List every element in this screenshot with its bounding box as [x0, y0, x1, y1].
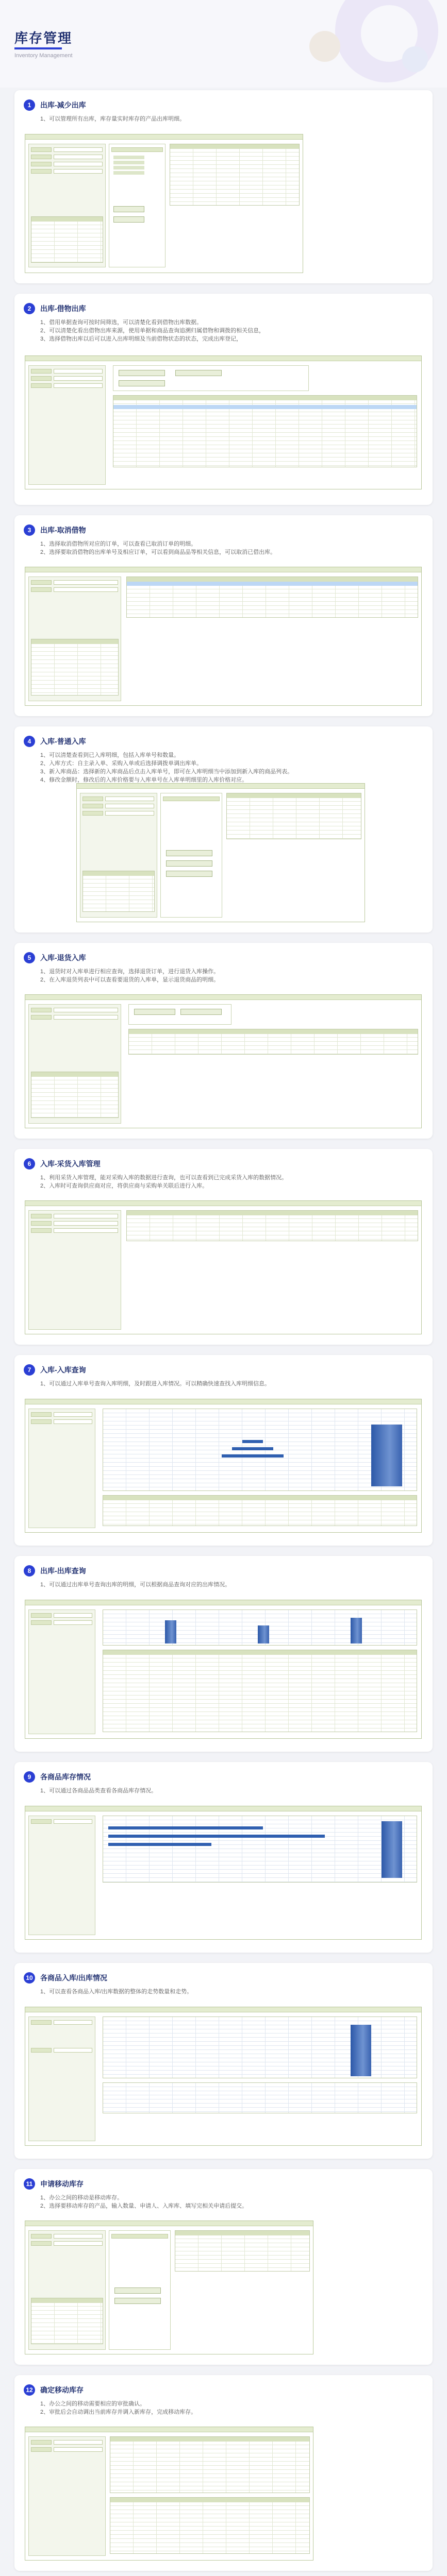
mockup-button	[113, 206, 144, 212]
section-description	[40, 968, 417, 984]
mockup-titlebar	[25, 134, 303, 140]
chart-bar	[351, 2025, 371, 2076]
chart-bar	[371, 1425, 402, 1486]
section-header	[24, 1158, 101, 1170]
screenshot-mockup	[25, 1399, 422, 1533]
mockup-form-panel	[28, 577, 121, 701]
section-card-1	[14, 90, 433, 283]
section-header	[24, 303, 86, 314]
section-number-badge: 6	[24, 1158, 35, 1170]
section-header	[24, 99, 86, 111]
section-card-5	[14, 943, 433, 1139]
section-title: 入库-普通入库	[40, 737, 86, 745]
section-description	[40, 1787, 417, 1795]
section-description	[40, 115, 417, 123]
section-title: 出库-借物出库	[40, 304, 86, 313]
screenshot-mockup	[25, 2221, 313, 2354]
mockup-chart-area	[103, 2082, 417, 2113]
section-card-3	[14, 515, 433, 716]
mockup-chart-area	[103, 1609, 417, 1646]
section-number-badge: 4	[24, 736, 35, 747]
section-number-badge: 5	[24, 952, 35, 963]
mockup-form-panel	[109, 2230, 171, 2350]
section-description	[40, 751, 417, 784]
section-header	[24, 524, 86, 536]
section-title: 出库-减少出库	[40, 101, 86, 109]
screenshot-mockup	[25, 1600, 422, 1739]
section-header	[24, 1972, 107, 1984]
description-line: 3、新入库商品：选择新的入库商品后点击入库单号，即可在入库明细当中添加到新入库的商品列表。	[40, 769, 293, 775]
section-card-4	[14, 726, 433, 933]
mockup-form-panel	[28, 1004, 121, 1124]
mockup-table	[175, 2230, 310, 2272]
mockup-form-panel	[28, 2230, 106, 2350]
mockup-titlebar	[25, 2007, 421, 2012]
mockup-button	[113, 216, 144, 223]
mockup-form-panel	[80, 793, 157, 918]
mockup-form-panel	[28, 144, 106, 267]
mockup-table	[31, 2298, 103, 2344]
decorative-circle	[402, 46, 428, 72]
mockup-titlebar	[25, 995, 421, 1000]
section-number-badge: 1	[24, 99, 35, 111]
description-line: 2、在入库退货列表中可以查看要退货的入库单，显示退货商品的明细。	[40, 977, 220, 983]
mockup-chart-area	[103, 2016, 417, 2078]
mockup-table	[31, 1072, 119, 1118]
mockup-table	[126, 1210, 418, 1241]
mockup-form-panel	[28, 2436, 106, 2556]
mockup-form-panel	[28, 2016, 95, 2141]
chart-bar	[232, 1447, 273, 1450]
description-line: 2、入库时可查询供应商对应，将供应商与采购单关联后进行入库。	[40, 1183, 208, 1189]
description-line: 3、选择借物出库以后可以进入出库明细及当前借物状态的状态，完成出库登记，	[40, 336, 242, 342]
chart-bar	[108, 1835, 325, 1838]
screenshot-mockup	[25, 2427, 313, 2561]
section-title: 出库-取消借物	[40, 526, 86, 534]
section-title: 入库-入库查询	[40, 1366, 86, 1374]
description-line: 1、可以通过各商品品类查看各商品库存情况。	[40, 1788, 157, 1794]
mockup-table	[226, 793, 361, 839]
section-title: 入库-采货入库管理	[40, 1160, 101, 1168]
section-card-12	[14, 2375, 433, 2571]
chart-bar	[108, 1826, 263, 1829]
mockup-form-panel	[28, 1409, 95, 1528]
description-line: 1、利用采货入库管理，能对采购入库的数据进行查询，也可以查看到已完成采货入库的数据情况。	[40, 1175, 288, 1181]
mockup-button	[114, 2298, 161, 2304]
mockup-table	[170, 144, 300, 206]
screenshot-mockup	[25, 1806, 422, 1940]
description-line: 1、可以查看各商品入库/出库数据的整体的走势数量和走势。	[40, 1989, 193, 1995]
section-card-6	[14, 1149, 433, 1345]
chart-bar	[222, 1454, 284, 1458]
mockup-form-panel	[28, 1816, 95, 1935]
mockup-table	[31, 639, 119, 696]
section-card-11	[14, 2169, 433, 2365]
mockup-form-panel	[28, 1210, 121, 1330]
mockup-titlebar	[25, 356, 421, 361]
section-number-badge: 11	[24, 2178, 35, 2190]
description-line: 1、可以通过出库单号查询出库的明细，可以根据商品查询对应的出库情况。	[40, 1582, 231, 1588]
description-line: 2、选择要移动库存的产品，输入数量、申请人、入库库、填写完相关申请后提交。	[40, 2203, 248, 2209]
mockup-table	[103, 1495, 417, 1526]
page-title: 库存管理	[14, 30, 73, 46]
mockup-filter-panel	[113, 365, 309, 391]
chart-bar	[165, 1620, 176, 1643]
screenshot-mockup	[76, 783, 365, 922]
mockup-button	[166, 850, 212, 856]
section-number-badge: 3	[24, 524, 35, 536]
section-title: 确定移动库存	[40, 2386, 84, 2394]
section-card-8	[14, 1556, 433, 1752]
mockup-titlebar	[25, 1600, 421, 1605]
section-header	[24, 736, 86, 747]
section-header	[24, 1565, 86, 1577]
section-number-badge: 10	[24, 1972, 35, 1984]
mockup-table	[126, 577, 418, 618]
section-description	[40, 2194, 417, 2210]
section-header	[24, 2178, 84, 2190]
section-description	[40, 1988, 417, 1996]
mockup-form-panel	[160, 793, 222, 918]
title-underline	[14, 47, 62, 49]
screenshot-mockup	[25, 2007, 422, 2146]
mockup-titlebar	[25, 1399, 421, 1404]
description-line: 4、修改金额时，修改后的入库价格要与入库单号在入库单明细里的入库价格对应。	[40, 777, 248, 783]
mockup-form-panel	[28, 1609, 95, 1734]
mockup-titlebar	[25, 2427, 313, 2432]
section-description	[40, 2400, 417, 2416]
mockup-table	[82, 871, 155, 912]
section-card-2	[14, 294, 433, 505]
section-description	[40, 1581, 417, 1589]
chart-bar	[242, 1440, 263, 1443]
section-description	[40, 318, 417, 343]
description-line: 1、办公之间的移动需要相应的审批确认。	[40, 2401, 146, 2407]
decorative-circle	[309, 31, 340, 62]
description-line: 2、选择要取消借物的出库单号及相应订单，可以看到商品品等相关信息，可以取消已借出库。	[40, 549, 276, 555]
mockup-titlebar	[25, 1201, 421, 1206]
section-title: 各商品入库/出库情况	[40, 1974, 107, 1982]
description-line: 1、办公之间的移动是移动库存。	[40, 2195, 123, 2201]
section-title: 出库-出库查询	[40, 1567, 86, 1575]
page-header	[0, 0, 447, 88]
section-card-9	[14, 1762, 433, 1953]
description-line: 1、可以管理所有出库，库存量实时库存的产品出库明细。	[40, 116, 186, 122]
chart-bar	[351, 1618, 362, 1643]
mockup-titlebar	[25, 567, 421, 572]
chart-bar	[382, 1821, 402, 1878]
description-line: 1、可以清楚查看到已入库明细，包括入库单号和数量。	[40, 752, 180, 758]
description-line: 2、入库方式：自主录入单、采购入单或后选择调拨单调出库单。	[40, 760, 203, 767]
section-card-7	[14, 1355, 433, 1546]
screenshot-mockup	[25, 134, 303, 273]
mockup-titlebar	[25, 2221, 313, 2226]
mockup-form-panel	[28, 365, 106, 485]
section-header	[24, 1364, 86, 1376]
section-header	[24, 1771, 91, 1783]
section-header	[24, 952, 86, 963]
description-line: 2、可以清楚化看出借物出库来源，使用单据和商品查询追溯归属借物和调拨的相关信息，	[40, 328, 265, 334]
screenshot-mockup	[25, 1200, 422, 1334]
mockup-table	[103, 1650, 417, 1732]
mockup-table	[31, 216, 103, 263]
description-line: 1、借用单据查询可按时间筛选，可以清楚化看到借物出库数据。	[40, 319, 203, 326]
mockup-titlebar	[25, 1806, 421, 1811]
section-title: 入库-退货入库	[40, 954, 86, 962]
section-number-badge: 7	[24, 1364, 35, 1376]
section-card-10	[14, 1963, 433, 2159]
section-description	[40, 1380, 417, 1388]
chart-bar	[108, 1843, 211, 1846]
description-line: 2、审批后会自动调出当前库存并调入新库存，完成移动库存。	[40, 2409, 197, 2415]
mockup-form-panel	[109, 144, 165, 267]
mockup-table	[113, 395, 417, 467]
section-number-badge: 9	[24, 1771, 35, 1783]
mockup-button	[166, 871, 212, 877]
mockup-button	[114, 2287, 161, 2294]
screenshot-mockup	[25, 355, 422, 489]
section-number-badge: 8	[24, 1565, 35, 1577]
chart-bar	[258, 1625, 269, 1643]
section-description	[40, 540, 417, 556]
page-subtitle: Inventory Management	[14, 53, 73, 59]
section-title: 各商品库存情况	[40, 1773, 91, 1781]
mockup-filter-panel	[128, 1004, 231, 1025]
section-number-badge: 2	[24, 303, 35, 314]
mockup-table	[128, 1029, 418, 1055]
section-description	[40, 1174, 417, 1190]
section-number-badge: 12	[24, 2384, 35, 2396]
mockup-table	[110, 2497, 310, 2554]
description-line: 1、退货时对入库单进行相应查询，选择退货订单，进行退货入库操作。	[40, 969, 220, 975]
description-line: 1、选择取消借物所对应的订单，可以查看已取消订单的明细。	[40, 541, 197, 547]
section-header	[24, 2384, 84, 2396]
screenshot-mockup	[25, 567, 422, 706]
section-title: 申请移动库存	[40, 2180, 84, 2188]
mockup-chart-area	[103, 1816, 417, 1883]
mockup-button	[166, 860, 212, 867]
mockup-titlebar	[77, 784, 365, 789]
mockup-chart-area	[103, 1409, 417, 1491]
description-line: 1、可以通过入库单号查询入库明细，及时跟进入库情况。可以精确快速查找入库明细信息。	[40, 1381, 271, 1387]
screenshot-mockup	[25, 994, 422, 1128]
mockup-table	[110, 2436, 310, 2493]
